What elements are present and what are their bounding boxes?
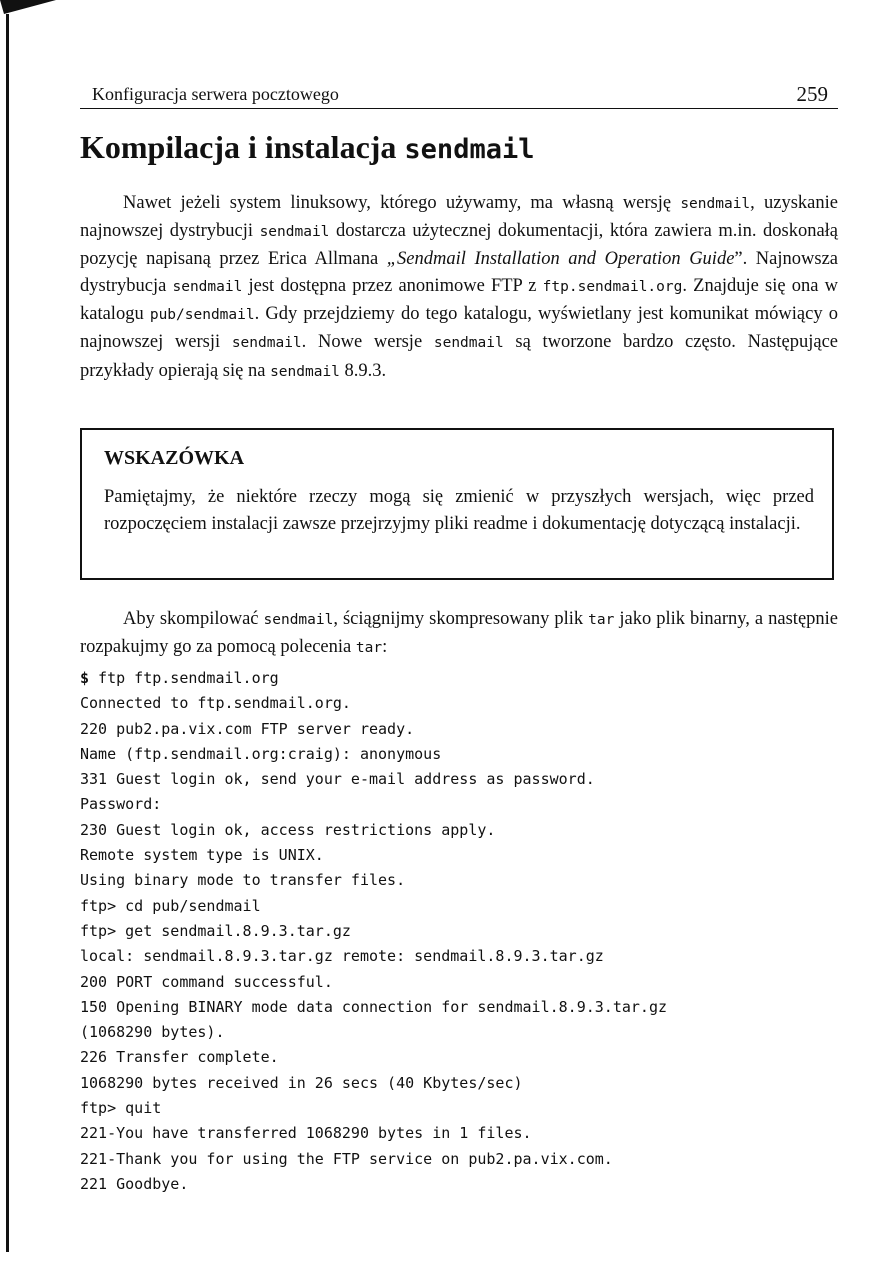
terminal-listing [80,666,838,1197]
terminal-line: (1068290 bytes). [80,1023,225,1042]
intro-text-4: ”. Najnowsza dystrybucja [80,249,839,297]
intro-guide-title: „Sendmail Installation and Operation Guide [386,249,735,270]
intro-code-1: sendmail [680,196,751,212]
terminal-line: 1068290 bytes received in 26 secs (40 Kbytes/sec) [80,1073,523,1092]
terminal-line: 221-Thank you for using the FTP service on pub2.pa.vix.com. [80,1149,613,1168]
intro-code-5: pub/sendmail [149,307,255,324]
terminal-line: 150 Opening BINARY mode data connection for sendmail.8.9.3.tar.gz [80,997,667,1016]
terminal-line: ftp> get sendmail.8.9.3.tar.gz [80,921,351,940]
intro-text-3: dostarcza użytecznej dokumentacji, która zawiera m.in. doskonałą pozycję napisaną przez Erica Allmana [80,221,839,270]
compile-text-3: jako plik binarny, a następnie rozpakujmy go za pomocą polecenia [80,609,839,658]
section-title-text: Kompilacja i instalacja [80,129,405,165]
shell-prompt-symbol: $ [80,669,90,687]
tip-heading: WSKAZÓWKA [104,447,245,469]
binding-corner-mark [0,0,56,14]
compile-code-1: sendmail [263,612,334,628]
terminal-line: 221-You have transferred 1068290 bytes in 1 files. [80,1124,532,1143]
terminal-command: ftp ftp.sendmail.org [89,669,279,687]
intro-text-5: jest dostępna przez anonimowe FTP z [242,276,543,297]
intro-text-10: 8.9.3. [339,360,387,381]
running-header [80,82,838,109]
page-number: 259 [796,82,828,106]
terminal-line: Connected to ftp.sendmail.org. [80,694,351,713]
terminal-line: ftp> quit [80,1099,162,1118]
compile-paragraph [80,606,838,662]
intro-text-1: Nawet jeżeli system linuksowy, którego używamy, ma własną wersję [123,193,681,213]
terminal-line: Name (ftp.sendmail.org:craig): anonymous [80,744,442,763]
terminal-line: Password: [80,795,162,814]
terminal-line: 230 Guest login ok, access restrictions apply. [80,820,496,839]
page-binding-edge [6,14,9,1252]
section-title-code: sendmail [404,134,535,165]
intro-text-6: . Znajduje się ona w katalogu [80,276,839,325]
intro-code-6: sendmail [231,335,302,352]
terminal-line: 221 Goodbye. [80,1174,189,1193]
terminal-line [80,666,838,691]
terminal-line: 200 PORT command successful. [80,972,333,991]
terminal-line: local: sendmail.8.9.3.tar.gz remote: sendmail.8.9.3.tar.gz [80,947,604,966]
terminal-line: Remote system type is UNIX. [80,846,324,865]
compile-text-1: Aby skompilować [123,609,264,629]
compile-text-4: : [382,637,388,658]
intro-code-4: ftp.sendmail.org [542,279,683,296]
intro-text-2: , uzyskanie najnowszej dystrybucji [80,193,838,242]
terminal-line: 220 pub2.pa.vix.com FTP server ready. [80,719,415,738]
compile-code-2: tar [588,612,615,628]
intro-code-2: sendmail [259,224,330,241]
intro-code-7: sendmail [433,335,504,352]
intro-text-7: . Gdy przejdziemy do tego katalogu, wyświetlany jest komunikat mówiący o najnowszej wersji [80,304,838,353]
terminal-line: ftp> cd pub/sendmail [80,896,261,915]
intro-code-8: sendmail [270,363,340,380]
section-title [80,130,534,165]
tip-box [80,428,834,580]
intro-paragraph [80,190,838,386]
tip-text: Pamiętajmy, że niektóre rzeczy mogą się zmienić w przyszłych wersjach, więc przed rozpoczęciem instalacji zawsze przejrzyjmy pliki readme i dokumentację dotyczącą instalacji. [104,487,814,534]
terminal-line: 331 Guest login ok, send your e-mail address as password. [80,770,595,789]
intro-text-9: są tworzone bardzo często. Następujące przykłady opierają się na [80,332,838,381]
intro-code-3: sendmail [172,279,243,296]
terminal-line: Using binary mode to transfer files. [80,871,406,890]
intro-text-8: . Nowe wersje [301,332,434,353]
running-header-title: Konfiguracja serwera pocztowego [92,84,339,104]
compile-code-3: tar [355,640,383,657]
compile-text-2: , ściągnijmy skompresowany plik [333,609,589,629]
terminal-line: 226 Transfer complete. [80,1048,279,1067]
